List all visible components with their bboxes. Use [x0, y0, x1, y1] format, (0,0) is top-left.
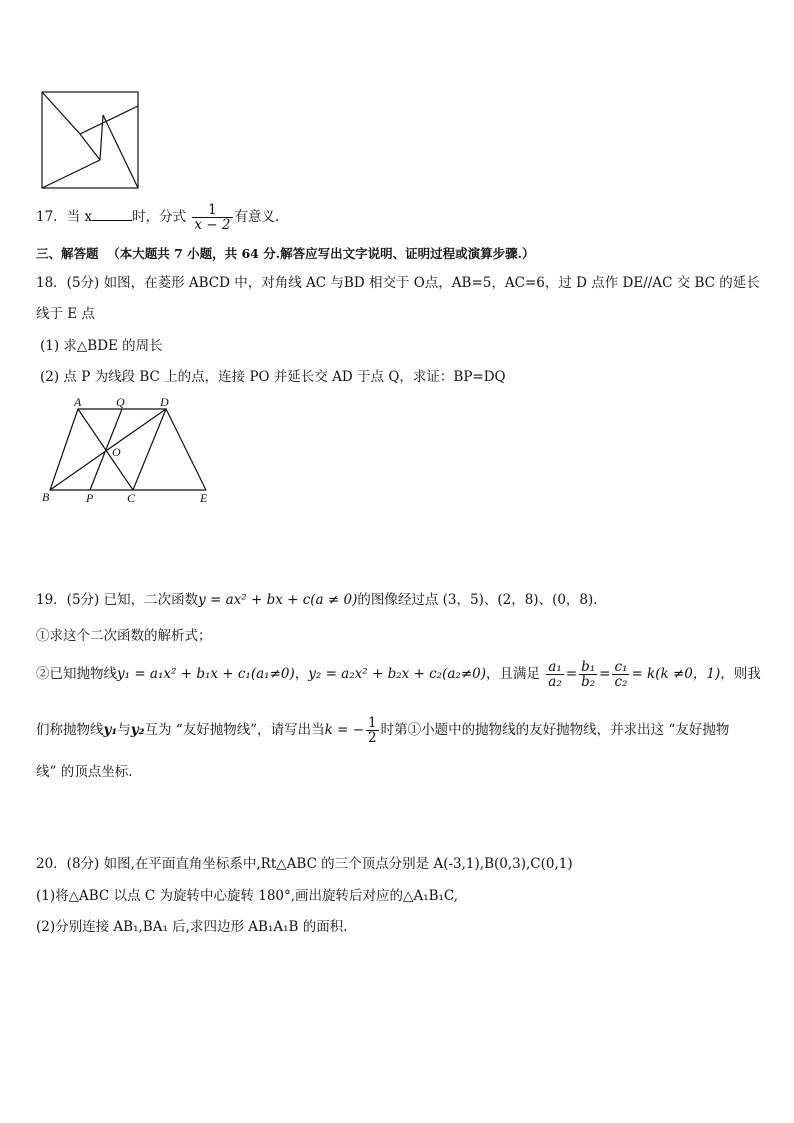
q19-line3: 们称抛物线y₁与y₂互为 “友好抛物线”，请写出当k = − $\frac{1}{2}$ 时第①小题中的抛物线的友好抛物线，并求出这 “友好抛物: [36, 715, 730, 747]
label-e: E: [200, 491, 208, 505]
q18-line2: 线于 E 点: [36, 306, 95, 322]
q20-line3: (2)分别连接 AB₁,BA₁ 后,求四边形 AB₁A₁B 的面积.: [36, 919, 348, 935]
answer-blank[interactable]: [92, 208, 132, 221]
label-c: C: [127, 491, 136, 505]
q19-part1: ①求这个二次函数的解析式；: [36, 628, 212, 644]
label-q: Q: [116, 395, 125, 409]
ratio-b: $\frac{\text{b₁}}{\text{b₂}}$: [581, 659, 596, 691]
pinwheel-square-figure: [40, 90, 140, 190]
q19-line4: 线” 的顶点坐标.: [36, 764, 133, 780]
diagonal-bd: [50, 409, 166, 490]
q19-intro: 19．(5分) 已知，二次函数y = ax² + bx + c(a ≠ 0)的图像经过点 (3，5)、(2，8)、(0，8).: [36, 592, 598, 608]
label-o: O: [112, 445, 121, 459]
q18-part2: (2) 点 P 为线段 BC 上的点，连接 PO 并延长交 AD 于点 Q，求证：BP=DQ: [40, 369, 506, 385]
segment-de: [166, 409, 206, 490]
section-heading: 三、解答题 （本大题共 7 小题，共 64 分.解答应写出文字说明、证明过程或演算步骤.）: [36, 246, 535, 261]
q20-line1: 20．(8分) 如图,在平面直角坐标系中,Rt△ABC 的三个顶点分别是 A(-3,1),B(0,3),C(0,1): [36, 856, 573, 872]
label-b: B: [42, 490, 50, 504]
rhombus-figure: [38, 395, 218, 507]
q18-line1: 18．(5分) 如图，在菱形 ABCD 中，对角线 AC 与BD 相交于 O点，AB=5，AC=6，过 D 点作 DE//AC 交 BC 的延长: [36, 275, 760, 291]
label-a: A: [74, 395, 82, 409]
ratio-a: $\frac{\text{a₁}}{\text{a₂}}$: [548, 659, 562, 691]
outer-square: [42, 92, 138, 188]
q18-part1: (1) 求△BDE 的周长: [40, 338, 163, 354]
q20-line2: (1)将△ABC 以点 C 为旋转中心旋转 180°,画出旋转后对应的△A₁B₁C,: [36, 888, 459, 904]
ratio-c: $\frac{\text{c₁}}{\text{c₂}}$: [614, 659, 628, 691]
q19-part2: ②已知抛物线y₁ = a₁x² + b₁x + c₁(a₁≠0)，y₂ = a₂x² + b₂x + c₂(a₂≠0)，且满足 $\frac{\text{a₁}}{\text{a₂}}$ = $\frac{\text{b₁}}{\text{b₂}}$ = $\frac{\text{c₁}}{\text{c₂}}$ = k(k ≠0，1)，则我: [36, 659, 761, 691]
label-p: P: [86, 491, 94, 505]
label-d: D: [160, 395, 169, 409]
q17: 17．当 x 时，分式 $\frac{1}{x - 2}$ 有意义.: [36, 202, 280, 234]
k-fraction: $\frac{1}{2}$: [368, 715, 377, 747]
q17-fraction: $\frac{1}{x - 2}$: [194, 202, 231, 234]
